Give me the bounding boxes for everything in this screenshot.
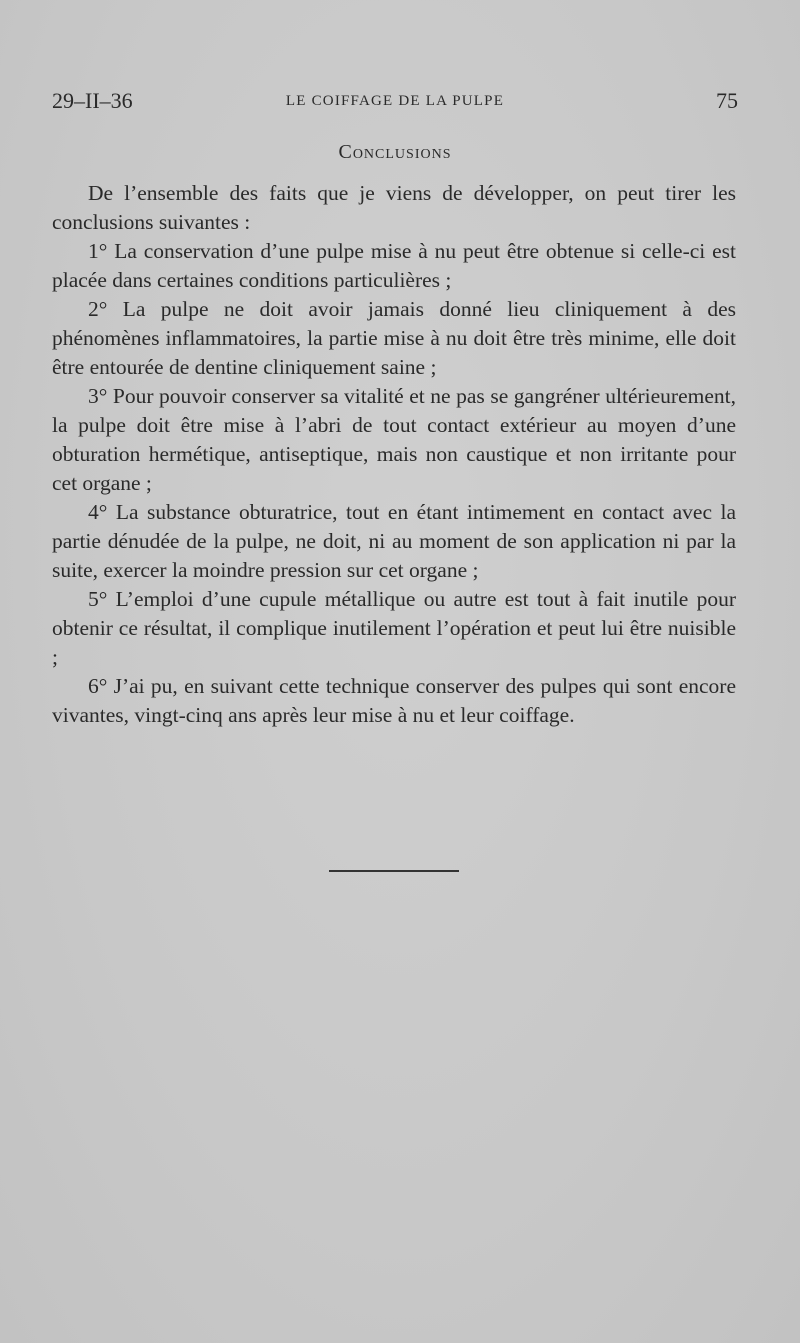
paragraph-conclusion-4: 4° La substance obturatrice, tout en étant intimement en contact avec la partie dénudée de la pulpe, ne doit, ni au moment de son application ni par la suite, exercer la moindre pression sur cet organe ; — [52, 500, 736, 582]
paragraph-conclusion-3: 3° Pour pouvoir conserver sa vitalité et ne pas se gangréner ultérieurement, la pulpe doit être mise à l’abri de tout contact extérieur au moyen d’une obturation hermétique, antiseptique, mais non caustique et non irritante pour cet organe ; — [52, 384, 736, 495]
header-date: 29–II–36 — [52, 88, 133, 113]
paragraph-conclusion-6: 6° J’ai pu, en suivant cette technique conserver des pulpes qui sont encore vivantes, vingt-cinq ans après leur mise à nu et leur coiffage. — [52, 674, 736, 727]
end-rule — [329, 870, 459, 872]
paragraph-conclusion-5: 5° L’emploi d’une cupule métallique ou autre est tout à fait inutile pour obtenir ce résultat, il complique inutilement l’opération et peut lui être nuisible ; — [52, 587, 736, 669]
paragraph-conclusion-2: 2° La pulpe ne doit avoir jamais donné lieu cliniquement à des phénomènes inflammatoires, la partie mise à nu doit être très minime, elle doit être entourée de dentine cliniquement saine ; — [52, 297, 736, 379]
paragraph-intro: De l’ensemble des faits que je viens de développer, on peut tirer les conclusions suivantes : — [52, 181, 736, 234]
body-text — [52, 179, 736, 730]
section-title: Conclusions — [338, 141, 452, 163]
running-title: LE COIFFAGE DE LA PULPE — [285, 93, 505, 109]
page-header — [52, 88, 738, 118]
paragraph-conclusion-1: 1° La conservation d’une pulpe mise à nu peut être obtenue si celle-ci est placée dans certaines conditions particulières ; — [52, 239, 736, 292]
page-number: 75 — [716, 88, 738, 113]
